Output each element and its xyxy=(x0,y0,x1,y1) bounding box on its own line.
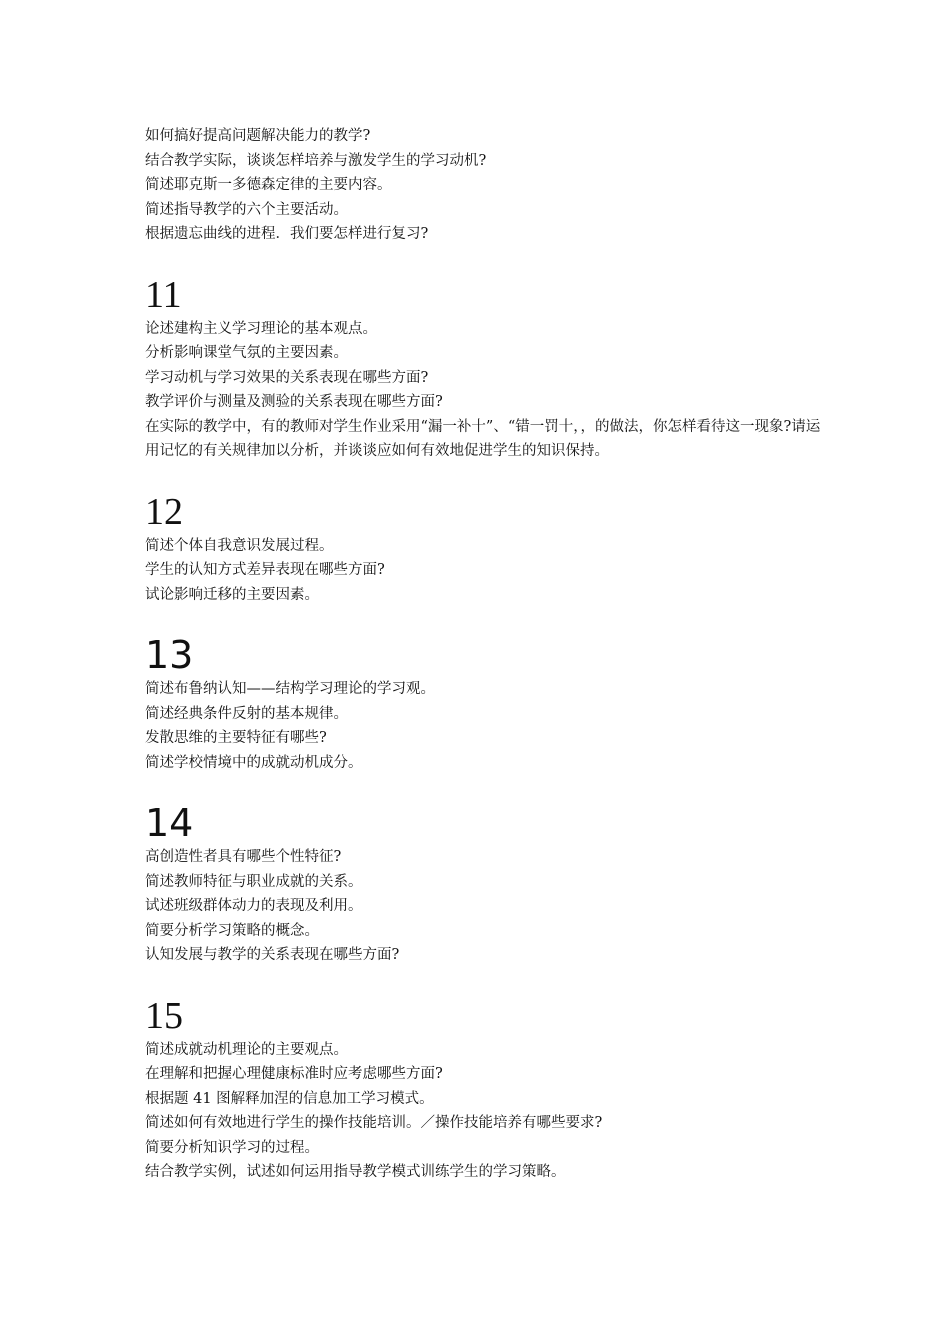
section-14 xyxy=(145,801,825,968)
question-line: 教学评价与测量及测验的关系表现在哪些方面? xyxy=(145,394,443,410)
question-line: 根据遗忘曲线的进程．我们要怎样进行复习? xyxy=(145,226,429,242)
question-line: 简述指导教学的六个主要活动。 xyxy=(145,201,348,218)
question-paragraph: 在实际的教学中，有的教师对学生作业采用“漏一补十”、“错一罚十，，的做法，你怎样看待这一现象?请运用记忆的有关规律加以分析，并谈谈应如何有效地促进学生的知识保持。 xyxy=(145,418,821,459)
section-15 xyxy=(145,994,825,1185)
question-line: 发散思维的主要特征有哪些? xyxy=(145,730,327,746)
question-line: 简述耶克斯一多德森定律的主要内容。 xyxy=(145,177,392,193)
question-line: 结合教学实例，试述如何运用指导教学模式训练学生的学习策略。 xyxy=(145,1164,566,1180)
intro-questions xyxy=(145,124,825,247)
question-line: 简述成就动机理论的主要观点。 xyxy=(145,1041,348,1058)
section-number: 13 xyxy=(145,633,194,677)
question-line: 试论影响迁移的主要因素。 xyxy=(145,586,319,603)
question-line: 简述学校情境中的成就动机成分。 xyxy=(145,754,363,771)
question-line: 根据题 41 图解释加涅的信息加工学习模式。 xyxy=(145,1090,434,1107)
question-line: 高创造性者具有哪些个性特征? xyxy=(145,849,342,865)
question-line: 如何搞好提高问题解决能力的教学? xyxy=(145,128,371,144)
question-line: 在理解和把握心理健康标准时应考虑哪些方面? xyxy=(145,1066,443,1082)
question-line: 简述教师特征与职业成就的关系。 xyxy=(145,873,363,890)
question-line: 简述经典条件反射的基本规律。 xyxy=(145,705,348,722)
section-number: 14 xyxy=(145,801,194,845)
section-11 xyxy=(145,273,825,464)
question-line: 论述建构主义学习理论的基本观点。 xyxy=(145,320,377,337)
question-line: 简述布鲁纳认知——结构学习理论的学习观。 xyxy=(145,681,435,697)
question-line: 认知发展与教学的关系表现在哪些方面? xyxy=(145,947,400,963)
section-number: 11 xyxy=(145,273,182,316)
question-line: 简要分析知识学习的过程。 xyxy=(145,1139,319,1156)
document-page xyxy=(145,124,825,1185)
section-12 xyxy=(145,490,825,608)
section-number: 12 xyxy=(145,490,183,533)
section-13 xyxy=(145,633,825,775)
question-line: 学生的认知方式差异表现在哪些方面? xyxy=(145,562,385,578)
question-line: 结合教学实际，谈谈怎样培养与激发学生的学习动机? xyxy=(145,152,487,169)
question-line: 学习动机与学习效果的关系表现在哪些方面? xyxy=(145,369,429,386)
question-line: 分析影响课堂气氛的主要因素。 xyxy=(145,345,348,361)
question-line: 简述如何有效地进行学生的操作技能培训。／操作技能培养有哪些要求? xyxy=(145,1115,603,1131)
question-line: 简要分析学习策略的概念。 xyxy=(145,922,319,939)
section-number: 15 xyxy=(145,994,183,1037)
question-line: 试述班级群体动力的表现及利用。 xyxy=(145,898,363,914)
question-line: 简述个体自我意识发展过程。 xyxy=(145,537,334,554)
